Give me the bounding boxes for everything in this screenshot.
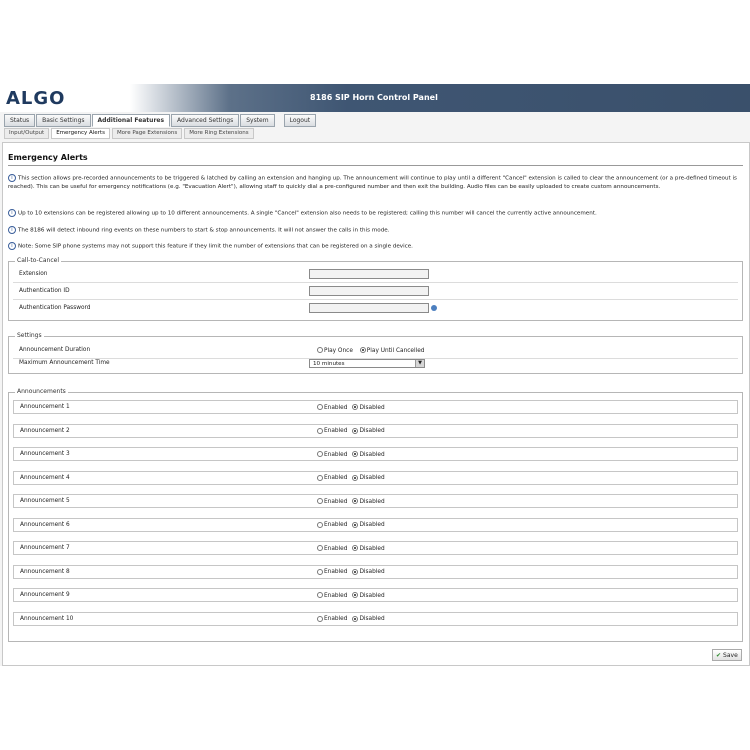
radio-button[interactable]	[317, 569, 323, 575]
radio-option-enabled[interactable]	[317, 428, 347, 434]
radio-option-disabled[interactable]	[352, 428, 384, 434]
radio-option-disabled[interactable]	[352, 452, 384, 458]
radio-button[interactable]	[352, 592, 358, 598]
radio-option-enabled[interactable]	[317, 499, 347, 505]
tab-basic-settings[interactable]: Basic Settings	[36, 114, 90, 127]
info-text: Note: Some SIP phone systems may not support this feature if they limit the number of extensions that can be registered on a single device.	[18, 243, 413, 250]
radio-label: Enabled	[324, 569, 348, 575]
radio-option-enabled[interactable]	[317, 569, 347, 575]
form-row-max-time	[13, 359, 738, 373]
announcement-row	[13, 518, 738, 532]
radio-button[interactable]	[352, 498, 358, 504]
announcement-radio-group	[317, 592, 390, 599]
radio-label: Disabled	[359, 451, 385, 458]
radio-label: Disabled	[359, 428, 385, 434]
radio-button[interactable]	[352, 616, 358, 622]
header-band	[130, 84, 750, 112]
radio-button[interactable]	[352, 428, 358, 434]
radio-button[interactable]	[352, 522, 358, 528]
radio-button[interactable]	[352, 404, 358, 410]
announcement-row	[13, 494, 738, 508]
announcement-radio-group	[317, 451, 390, 458]
radio-button[interactable]	[317, 545, 323, 551]
radio-button[interactable]	[360, 347, 366, 353]
authentication-password-input[interactable]	[309, 303, 429, 313]
radio-label: Enabled	[324, 592, 348, 599]
radio-button[interactable]	[317, 498, 323, 504]
radio-button[interactable]	[352, 569, 358, 575]
key-icon[interactable]	[431, 305, 437, 311]
radio-button[interactable]	[317, 451, 323, 457]
announcement-row	[13, 565, 738, 579]
checkmark-icon: ✔	[716, 652, 722, 659]
radio-button[interactable]	[317, 428, 323, 434]
call-to-cancel-group	[8, 257, 743, 321]
announcement-label: Announcement 1	[20, 404, 70, 410]
tab-system[interactable]: System	[240, 114, 274, 127]
radio-button[interactable]	[352, 451, 358, 457]
radio-label: Disabled	[359, 616, 385, 622]
announcement-radio-group	[317, 498, 390, 505]
radio-option-enabled[interactable]	[317, 452, 347, 458]
radio-option-disabled[interactable]	[352, 522, 384, 528]
radio-option-disabled[interactable]	[352, 593, 384, 599]
radio-label: Enabled	[324, 545, 348, 552]
info-icon: i	[8, 209, 16, 217]
radio-label: Enabled	[324, 522, 348, 528]
radio-label: Enabled	[324, 498, 348, 505]
radio-option-enabled[interactable]	[317, 405, 347, 411]
announcement-label: Announcement 3	[20, 451, 70, 457]
field-label: Authentication ID	[19, 288, 70, 294]
field-label: Extension	[19, 271, 48, 277]
announcement-row	[13, 424, 738, 438]
radio-label: Enabled	[324, 404, 348, 411]
settings-group	[8, 332, 743, 374]
field-label: Authentication Password	[19, 305, 91, 311]
announcement-label: Announcement 8	[20, 568, 70, 575]
panel-title: 8186 SIP Horn Control Panel	[310, 93, 438, 102]
radio-label: Disabled	[359, 545, 385, 552]
subtab-more-page-extensions[interactable]: More Page Extensions	[112, 128, 182, 139]
radio-option-disabled[interactable]	[352, 405, 384, 411]
radio-label: Disabled	[359, 522, 385, 528]
row-divider	[13, 282, 738, 283]
form-row-duration	[13, 344, 738, 358]
info-icon: i	[8, 226, 16, 234]
radio-option-disabled[interactable]	[352, 616, 384, 622]
announcement-row	[13, 541, 738, 555]
radio-option-disabled[interactable]	[352, 475, 384, 481]
radio-button[interactable]	[317, 522, 323, 528]
announcement-radio-group	[317, 404, 390, 411]
tab-additional-features[interactable]: Additional Features	[92, 114, 171, 127]
announcement-row	[13, 471, 738, 485]
announcement-label: Announcement 4	[20, 474, 70, 481]
announcement-row	[13, 400, 738, 414]
radio-option-enabled[interactable]	[317, 522, 347, 528]
announcement-row	[13, 588, 738, 602]
brand-logo: ALGO	[6, 88, 66, 109]
announcement-label: Announcement 5	[20, 498, 70, 504]
radio-option-disabled[interactable]	[352, 546, 384, 552]
announcements-group	[8, 388, 743, 642]
radio-option-enabled[interactable]	[317, 475, 347, 481]
tab-logout[interactable]: Logout	[284, 114, 317, 127]
announcement-label: Announcement 10	[20, 615, 74, 622]
extension-input[interactable]	[309, 269, 429, 279]
announcement-label: Announcement 7	[20, 545, 70, 551]
info-text: Up to 10 extensions can be registered allowing up to 10 different announcements. A single "Cancel" extension also needs to be registered; calling this number will cancel the currently active announcement.	[18, 210, 597, 217]
field-label: Maximum Announcement Time	[19, 360, 110, 366]
tab-advanced-settings[interactable]: Advanced Settings	[171, 114, 239, 127]
group-title: Settings	[17, 332, 42, 339]
announcement-radio-group	[317, 522, 390, 529]
authentication-id-input[interactable]	[309, 286, 429, 296]
group-title: Call-to-Cancel	[17, 257, 59, 264]
radio-button[interactable]	[352, 545, 358, 551]
row-divider	[13, 299, 738, 300]
form-row-auth-id	[13, 285, 738, 299]
info-paragraph	[8, 209, 740, 218]
radio-label: Enabled	[324, 451, 348, 458]
announcement-row	[13, 447, 738, 461]
info-text: The 8186 will detect inbound ring events on these numbers to start & stop announcements. It will not answer the calls in this mode.	[18, 227, 390, 234]
form-row-extension	[13, 268, 738, 282]
radio-button[interactable]	[317, 475, 323, 481]
subtab-input-output[interactable]: Input/Output	[4, 128, 49, 139]
radio-option[interactable]	[360, 348, 425, 354]
radio-button[interactable]	[317, 404, 323, 410]
page-title: Emergency Alerts	[8, 153, 88, 162]
radio-label: Disabled	[359, 569, 385, 575]
radio-option-disabled[interactable]	[352, 569, 384, 575]
radio-label: Disabled	[359, 475, 385, 481]
info-paragraph	[8, 174, 740, 191]
info-paragraph	[8, 242, 740, 251]
announcement-row	[13, 612, 738, 626]
announcement-radio-group	[317, 616, 390, 623]
radio-label: Play Once	[324, 347, 353, 354]
radio-option[interactable]	[317, 348, 353, 354]
info-text: This section allows pre-recorded announcements to be triggered & latched by calling an extension and hanging up. The announcement will continue to play until a different "Cancel" extension is called to clear the announcement (or a pre-defined timeout is reached). This can be useful for emergency notifications (e.g. "Evacuation Alert"), allowing staff to quickly dial a pre-configured number and then exit the building. Audio files can be easily uploaded to create custom announcements.	[8, 175, 737, 190]
subtab-more-ring-extensions[interactable]: More Ring Extensions	[184, 128, 253, 139]
radio-option-enabled[interactable]	[317, 616, 347, 622]
radio-button[interactable]	[352, 475, 358, 481]
announcement-radio-group	[317, 569, 390, 576]
max-announcement-time-select[interactable]	[309, 359, 425, 368]
radio-option-enabled[interactable]	[317, 593, 347, 599]
title-divider	[8, 165, 743, 166]
tab-status[interactable]: Status	[4, 114, 35, 127]
radio-option-enabled[interactable]	[317, 546, 347, 552]
radio-button[interactable]	[317, 347, 323, 353]
announcement-radio-group	[317, 475, 390, 482]
save-button[interactable]	[712, 649, 742, 661]
header	[0, 84, 750, 112]
main-tabs	[4, 114, 316, 126]
announcement-radio-group	[317, 428, 390, 435]
form-row-auth-password	[13, 302, 738, 316]
info-icon: i	[8, 174, 16, 182]
radio-label: Play Until Cancelled	[366, 347, 425, 354]
announcement-radio-group	[317, 545, 390, 552]
field-label: Announcement Duration	[19, 347, 91, 353]
info-paragraph	[8, 226, 740, 235]
announcement-label: Announcement 2	[20, 427, 70, 434]
save-label: Save	[723, 652, 738, 659]
content-panel	[2, 142, 750, 666]
select-value: 10 minutes	[313, 361, 345, 367]
duration-radio-group	[317, 347, 429, 354]
radio-label: Disabled	[359, 498, 385, 505]
radio-button[interactable]	[317, 592, 323, 598]
radio-option-disabled[interactable]	[352, 499, 384, 505]
chevron-down-icon[interactable]: ▼	[415, 360, 424, 367]
announcement-label: Announcement 6	[20, 521, 70, 528]
announcement-label: Announcement 9	[20, 592, 70, 598]
radio-label: Enabled	[324, 616, 348, 622]
info-icon: i	[8, 242, 16, 250]
sub-tabs	[4, 128, 254, 138]
radio-button[interactable]	[317, 616, 323, 622]
radio-label: Disabled	[359, 592, 385, 599]
group-title: Announcements	[17, 388, 66, 395]
radio-label: Enabled	[324, 428, 348, 434]
subtab-emergency-alerts[interactable]: Emergency Alerts	[51, 128, 110, 139]
radio-label: Enabled	[324, 475, 348, 481]
radio-label: Disabled	[359, 404, 385, 411]
app-window	[0, 84, 750, 666]
